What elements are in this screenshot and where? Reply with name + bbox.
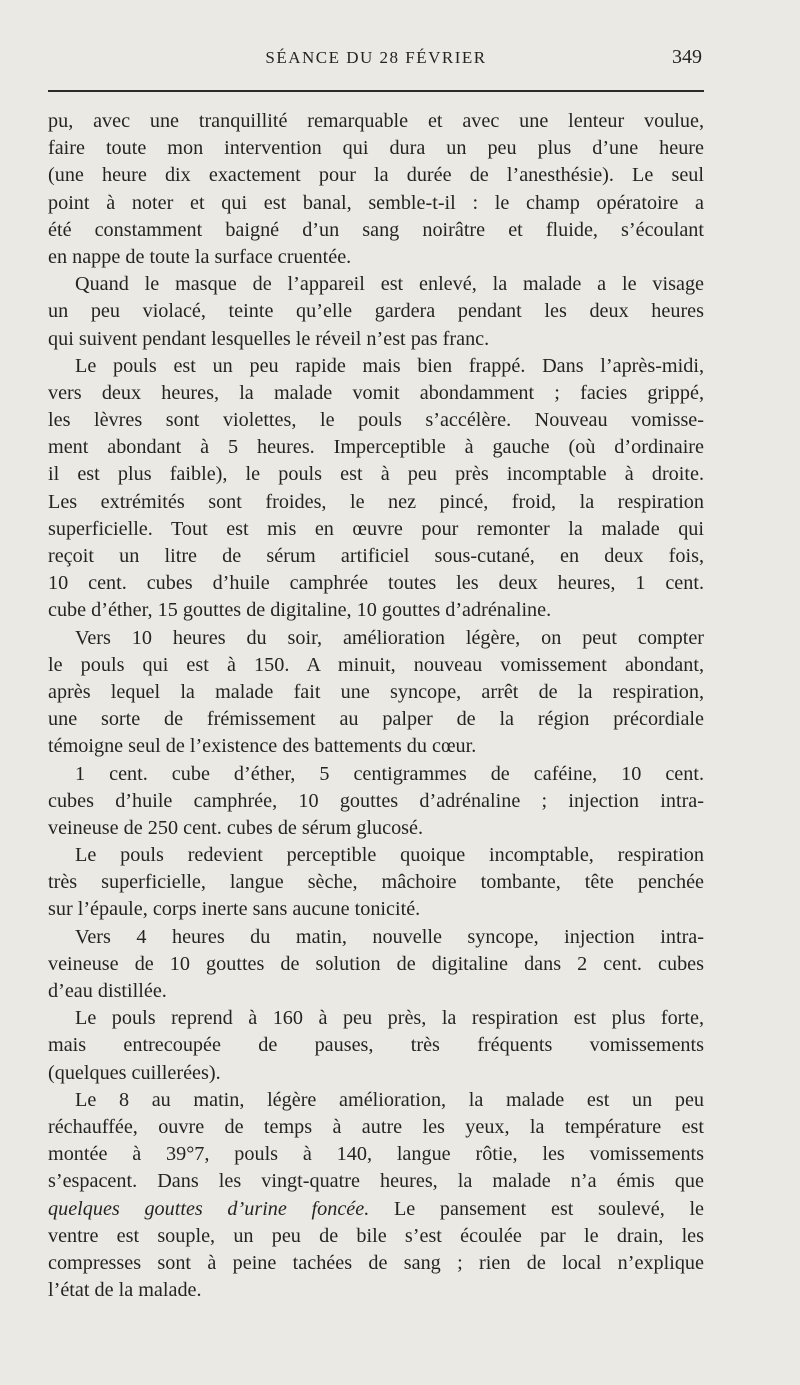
text-line: s’espacent. Dans les vingt-quatre heures, la malade n’a émis que (48, 1170, 704, 1193)
page-number: 349 (672, 46, 702, 68)
text-line: (une heure dix exactement pour la durée de l’anesthésie). Le seul (48, 164, 704, 187)
text-line: été constamment baigné d’un sang noirâtre et fluide, s’écoulant (48, 218, 704, 241)
header-rule (48, 90, 704, 92)
text-line: Vers 10 heures du soir, amélioration légère, on peut compter (75, 626, 704, 649)
text-line: veineuse de 250 cent. cubes de sérum glucosé. (48, 816, 424, 839)
text-line: un peu violacé, teinte qu’elle gardera pendant les deux heures (48, 300, 704, 323)
text-line: après lequel la malade fait une syncope, arrêt de la respiration, (48, 680, 704, 703)
text-line: superficielle. Tout est mis en œuvre pour remonter la malade qui (48, 517, 704, 540)
text-line: il est plus faible), le pouls est à peu près incomptable à droite. (48, 463, 704, 486)
text-line: 1 cent. cube d’éther, 5 centigrammes de caféine, 10 cent. (75, 762, 704, 785)
text-line: sur l’épaule, corps inerte sans aucune tonicité. (48, 898, 421, 921)
text-line: Les extrémités sont froides, le nez pincé, froid, la respiration (48, 490, 704, 513)
running-head: SÉANCE DU 28 FÉVRIER (265, 48, 487, 67)
text-line: ventre est souple, un peu de bile s’est écoulée par le drain, les (48, 1224, 704, 1247)
text-line: montée à 39°7, pouls à 140, langue rôtie, les vomissements (48, 1143, 704, 1166)
text-line: très superficielle, langue sèche, mâchoire tombante, tête penchée (48, 871, 704, 894)
text-line: pu, avec une tranquillité remarquable et avec une lenteur voulue, (48, 110, 704, 132)
text-line: Vers 4 heures du matin, nouvelle syncope, injection intra- (75, 925, 704, 948)
line-continuation: Le pansement est soulevé, le (369, 1197, 705, 1220)
text-line: Le 8 au matin, légère amélioration, la malade est un peu (75, 1088, 704, 1111)
text-line: 10 cent. cubes d’huile camphrée toutes les deux heures, 1 cent. (48, 572, 704, 595)
text-line: d’eau distillée. (48, 980, 167, 1002)
text-line: qui suivent pendant lesquelles le réveil n’est pas franc. (48, 327, 490, 350)
text-line: cubes d’huile camphrée, 10 gouttes d’adrénaline ; injection intra- (48, 789, 704, 812)
text-line: Quand le masque de l’appareil est enlevé, la malade a le visage (75, 273, 704, 296)
text-line: une sorte de frémissement au palper de la région précordiale (48, 708, 704, 731)
text-line: l’état de la malade. (48, 1279, 202, 1302)
text-line: vers deux heures, la malade vomit abondamment ; facies grippé, (48, 381, 704, 404)
text-line: les lèvres sont violettes, le pouls s’accélère. Nouveau vomisse- (48, 409, 704, 432)
text-line: réchauffée, ouvre de temps à autre les yeux, la température est (48, 1115, 704, 1138)
italic-phrase: quelques gouttes d’urine foncée. (48, 1197, 370, 1220)
text-line (48, 1196, 704, 1223)
text-line: cube d’éther, 15 gouttes de digitaline, 10 gouttes d’adrénaline. (48, 599, 552, 622)
text-line: témoigne seul de l’existence des battements du cœur. (48, 735, 477, 758)
text-line: (quelques cuillerées). (48, 1061, 221, 1084)
text-line: le pouls qui est à 150. A minuit, nouveau vomissement abondant, (48, 653, 704, 676)
text-line: en nappe de toute la surface cruentée. (48, 245, 352, 268)
text-line: veineuse de 10 gouttes de solution de digitaline dans 2 cent. cubes (48, 952, 704, 975)
text-line: Le pouls redevient perceptible quoique incomptable, respiration (75, 844, 704, 867)
text-line: Le pouls reprend à 160 à peu près, la respiration est plus forte, (75, 1007, 704, 1030)
text-line: mais entrecoupée de pauses, très fréquents vomissements (48, 1034, 704, 1057)
text-line: point à noter et qui est banal, semble-t-il : le champ opératoire a (48, 191, 704, 214)
text-line: faire toute mon intervention qui dura un peu plus d’une heure (48, 137, 704, 160)
text-line: compresses sont à peine tachées de sang ; rien de local n’explique (48, 1251, 704, 1274)
body-text (48, 108, 704, 1304)
text-line: Le pouls est un peu rapide mais bien frappé. Dans l’après-midi, (75, 354, 704, 377)
text-line: ment abondant à 5 heures. Imperceptible à gauche (où d’ordinaire (48, 436, 704, 459)
page-header (48, 44, 704, 78)
text-line: reçoit un litre de sérum artificiel sous-cutané, en deux fois, (48, 545, 704, 567)
